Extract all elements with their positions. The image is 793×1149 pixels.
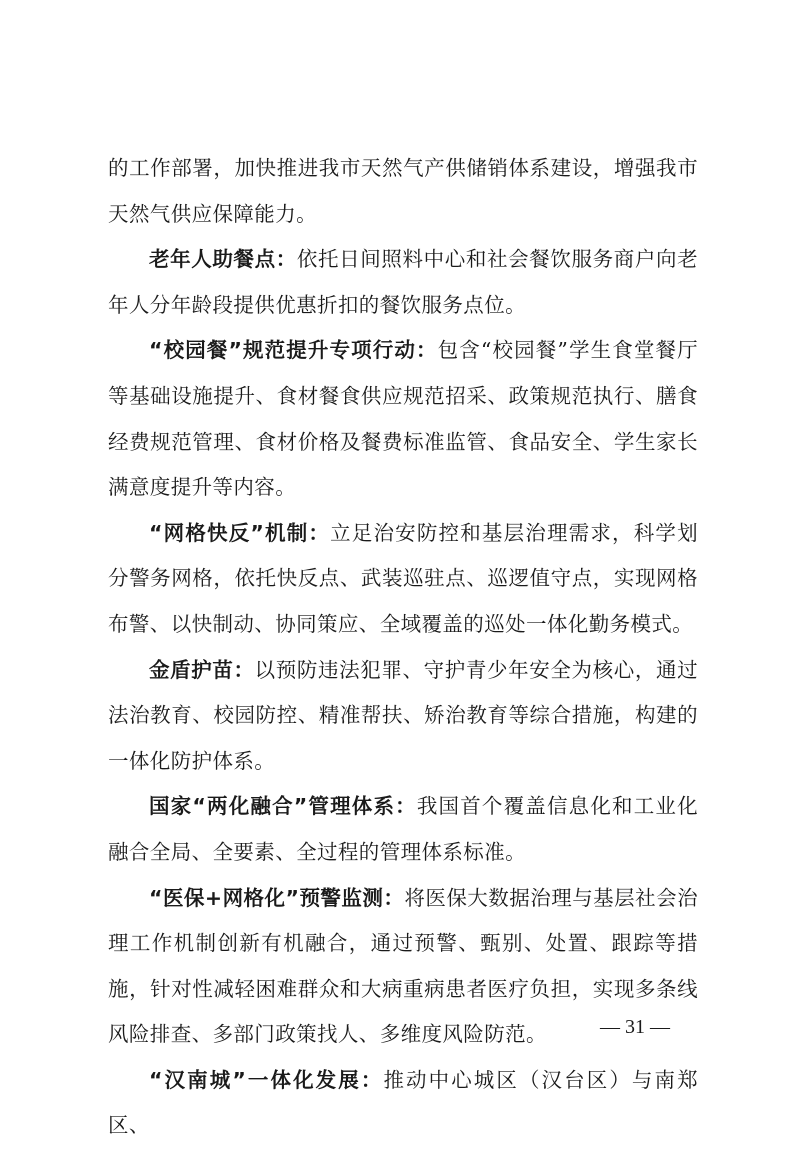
paragraph-term: “医保+网格化”预警监测： (149, 885, 405, 910)
paragraph (108, 511, 698, 648)
paragraph-term: “网格快反”机制： (149, 520, 331, 545)
document-body (108, 146, 698, 1149)
paragraph-term: 金盾护苗： (149, 657, 255, 682)
paragraph (108, 1058, 698, 1149)
paragraph (108, 146, 698, 237)
paragraph (108, 328, 698, 510)
page-number: — 31 — (600, 1016, 670, 1038)
paragraph-text: 推动中心城区（汉台区）与南郑区、 (108, 1067, 698, 1138)
paragraph-term: “汉南城”一体化发展： (149, 1067, 384, 1092)
paragraph (108, 648, 698, 785)
paragraph-term: “校园餐”规范提升专项行动： (149, 338, 438, 363)
paragraph-text: 依托日间照料中心和社会餐饮服务商户向老年人分年龄段提供优惠折扣的餐饮服务点位。 (108, 247, 698, 317)
paragraph-text: 以预防违法犯罪、守护青少年安全为核心，通过法治教育、校园防控、精准帮扶、矫治教育等综合措施，构建的一体化防护体系。 (108, 657, 698, 773)
paragraph-text: 我国首个覆盖信息化和工业化融合全局、全要素、全过程的管理体系标准。 (108, 794, 698, 864)
paragraph (108, 784, 698, 875)
paragraph-text: 的工作部署，加快推进我市天然气产供储销体系建设，增强我市天然气供应保障能力。 (108, 156, 698, 226)
paragraph-text: 包含“校园餐”学生食堂餐厅等基础设施提升、食材餐食供应规范招采、政策规范执行、膳食经费规范管理、食材价格及餐费标准监管、食品安全、学生家长满意度提升等内容。 (108, 338, 698, 500)
paragraph-text: 立足治安防控和基层治理需求，科学划分警务网格，依托快反点、武装巡驻点、巡逻值守点，实现网格布警、以快制动、协同策应、全域覆盖的巡处一体化勤务模式。 (108, 520, 698, 636)
paragraph-text: 将医保大数据治理与基层社会治理工作机制创新有机融合，通过预警、甄别、处置、跟踪等措施，针对性减轻困难群众和大病重病患者医疗负担，实现多条线风险排查、多部门政策找人、多维度风险防范。 (108, 885, 698, 1047)
paragraph-term: 老年人助餐点： (149, 247, 297, 272)
paragraph-term: 国家“两化融合”管理体系： (149, 794, 417, 819)
paragraph (108, 237, 698, 328)
